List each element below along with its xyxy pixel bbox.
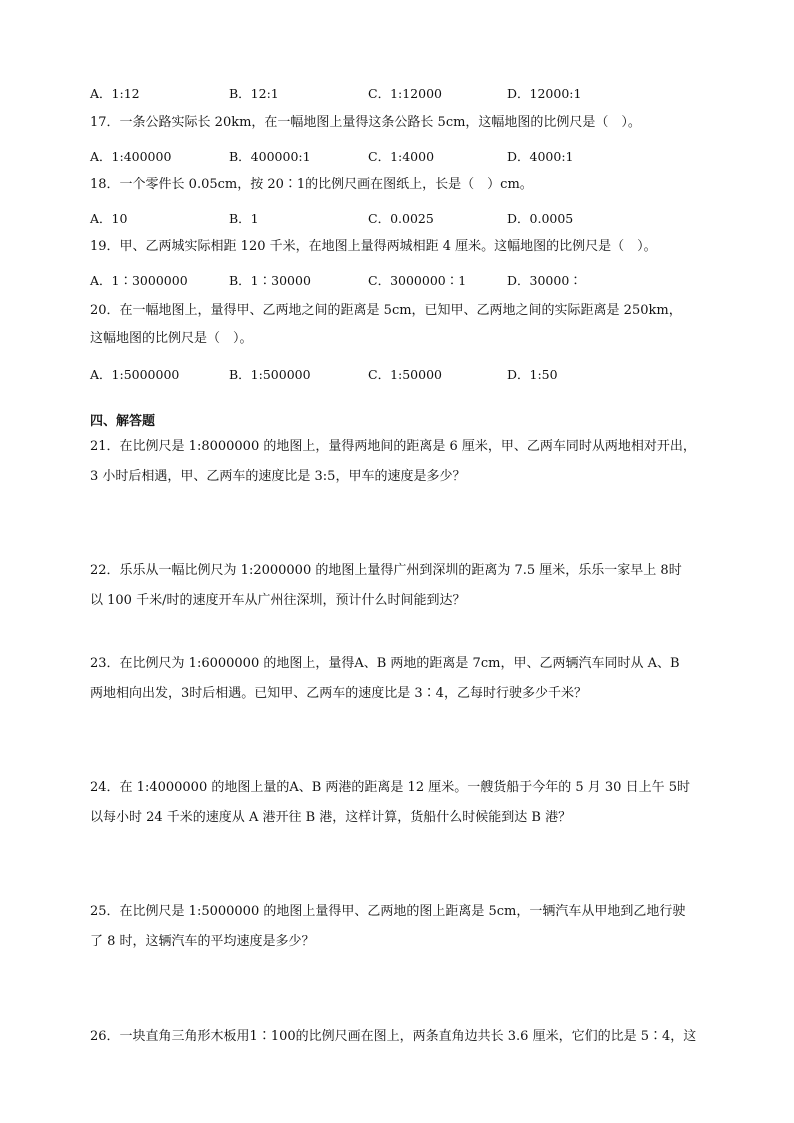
q19-options bbox=[90, 271, 730, 291]
q17-text: 17．一条公路实际长 20km，在一幅地图上量得这条公路长 5cm，这幅地图的比例尺是（ ）。 bbox=[90, 115, 641, 130]
q20-option-d[interactable]: D．1:50 bbox=[507, 367, 558, 382]
q20-text-line2: 这幅地图的比例尺是（ ）。 bbox=[90, 331, 253, 346]
q16-option-a[interactable]: A．1:12 bbox=[90, 86, 140, 101]
q20-text-line1: 20．在一幅地图上，量得甲、乙两地之间的距离是 5cm，已知甲、乙两地之间的实际距离是 250km， bbox=[90, 303, 682, 318]
q20-option-b[interactable]: B．1:500000 bbox=[229, 367, 311, 382]
q16-options bbox=[90, 84, 730, 104]
q16-option-d[interactable]: D．12000:1 bbox=[507, 86, 582, 101]
section-heading: 四、解答题 bbox=[90, 414, 156, 429]
q22-line2: 以 100 千米/时的速度开车从广州往深圳，预计什么时间能到达？ bbox=[90, 593, 466, 608]
q18-option-a[interactable]: A．10 bbox=[90, 211, 128, 226]
q26-line1: 26．一块直角三角形木板用1∶100的比例尺画在图上，两条直角边共长 3.6 厘米，它们的比是 5∶4，这 bbox=[90, 1029, 697, 1044]
q24-line1: 24．在 1:4000000 的地图上量的A、B 两港的距离是 12 厘米。一艘货船于今年的 5 月 30 日上午 5时 bbox=[90, 780, 690, 795]
q23-line1: 23．在比例尺为 1:6000000 的地图上，量得A、B 两地的距离是 7cm，甲、乙两辆汽车同时从 A、B bbox=[90, 656, 680, 671]
q18-text: 18．一个零件长 0.05cm，按 20∶1的比例尺画在图纸上，长是（ ）cm。 bbox=[90, 177, 533, 192]
q17-option-c[interactable]: C．1:4000 bbox=[368, 149, 435, 164]
q16-option-c[interactable]: C．1:12000 bbox=[368, 86, 442, 101]
q18-option-b[interactable]: B．1 bbox=[229, 211, 259, 226]
q18-options bbox=[90, 209, 730, 229]
q19-option-b[interactable]: B．1∶30000 bbox=[229, 273, 311, 288]
q19-option-a[interactable]: A．1∶3000000 bbox=[90, 273, 188, 288]
q19-option-d[interactable]: D．30000∶ bbox=[507, 273, 582, 288]
q18-option-c[interactable]: C．0.0025 bbox=[368, 211, 434, 226]
q25-line1: 25．在比例尺是 1:5000000 的地图上量得甲、乙两地的图上距离是 5cm，一辆汽车从甲地到乙地行驶 bbox=[90, 904, 686, 919]
q17-options bbox=[90, 147, 730, 167]
q17-option-b[interactable]: B．400000:1 bbox=[229, 149, 311, 164]
q25-line2: 了 8 时，这辆汽车的平均速度是多少？ bbox=[90, 934, 315, 949]
q17-option-d[interactable]: D．4000:1 bbox=[507, 149, 574, 164]
q22-line1: 22．乐乐从一幅比例尺为 1:2000000 的地图上量得广州到深圳的距离为 7.5 厘米，乐乐一家早上 8时 bbox=[90, 563, 682, 578]
q19-text: 19．甲、乙两城实际相距 120 千米，在地图上量得两城相距 4 厘米。这幅地图的比例尺是（ ）。 bbox=[90, 239, 657, 254]
q23-line2: 两地相向出发，3时后相遇。已知甲、乙两车的速度比是 3∶4，乙每时行驶多少千米？ bbox=[90, 686, 587, 701]
q19-option-c[interactable]: C．3000000∶1 bbox=[368, 273, 467, 288]
q16-option-b[interactable]: B．12:1 bbox=[229, 86, 279, 101]
q20-option-c[interactable]: C．1:50000 bbox=[368, 367, 442, 382]
q17-option-a[interactable]: A．1:400000 bbox=[90, 149, 172, 164]
q21-line2: 3 小时后相遇，甲、乙两车的速度比是 3:5，甲车的速度是多少？ bbox=[90, 469, 466, 484]
q18-option-d[interactable]: D．0.0005 bbox=[507, 211, 574, 226]
q20-options bbox=[90, 365, 730, 385]
q21-line1: 21．在比例尺是 1:8000000 的地图上，量得两地间的距离是 6 厘米，甲、乙两车同时从两地相对开出， bbox=[90, 439, 696, 454]
q20-option-a[interactable]: A．1:5000000 bbox=[90, 367, 180, 382]
q24-line2: 以每小时 24 千米的速度从 A 港开往 B 港，这样计算，货船什么时候能到达 B 港？ bbox=[90, 810, 572, 825]
